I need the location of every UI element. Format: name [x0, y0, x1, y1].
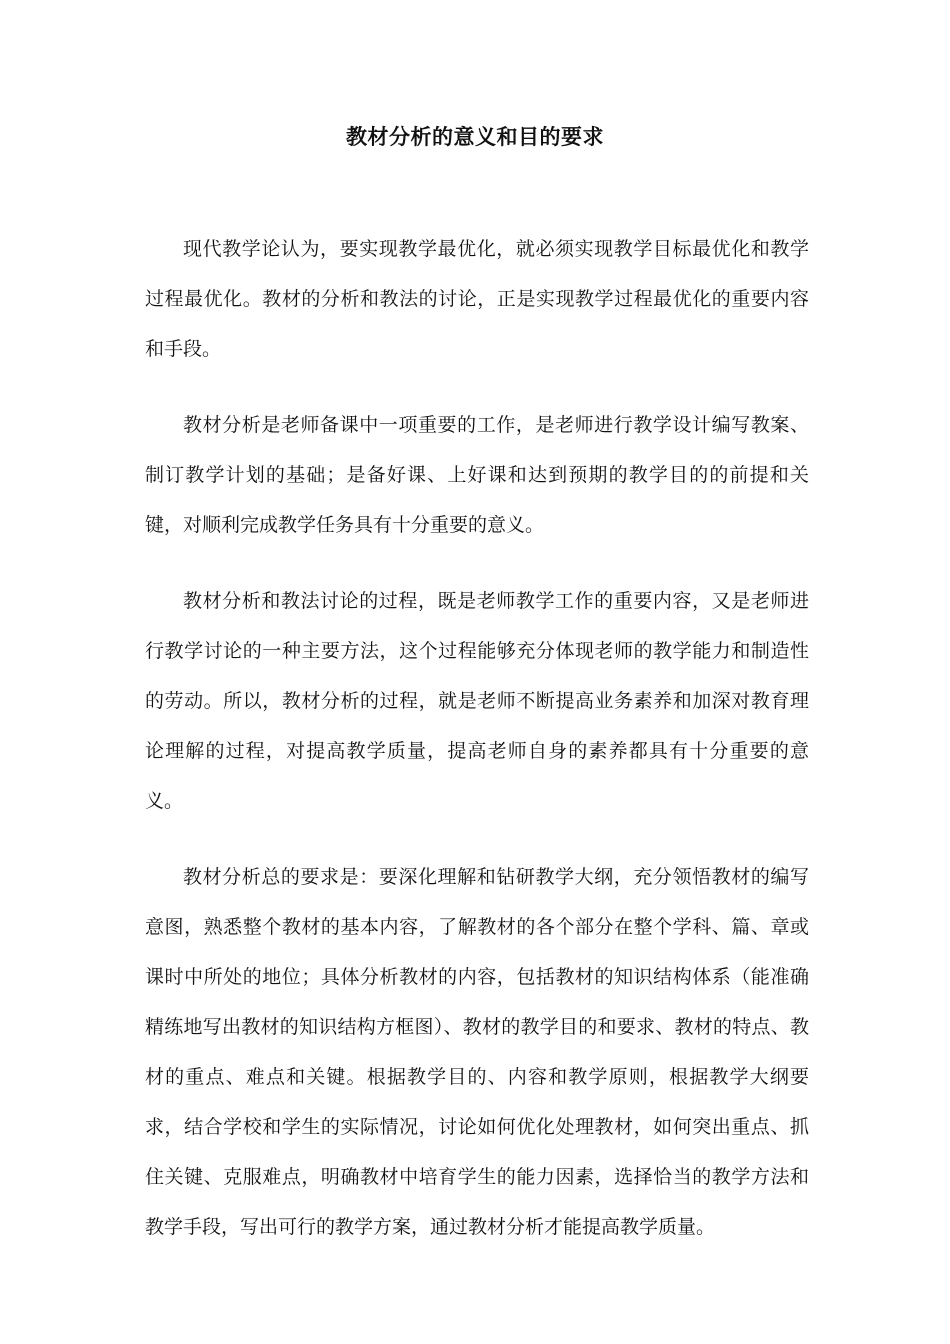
document-body	[145, 224, 809, 1278]
paragraph-2: 教材分析是老师备课中一项重要的工作，是老师进行教学设计编写教案、制订教学计划的基础；是备好课、上好课和达到预期的教学目的的前提和关键，对顺利完成教学任务具有十分重要的意义。	[145, 414, 809, 536]
paragraph-3: 教材分析和教法讨论的过程，既是老师教学工作的重要内容，又是老师进行教学讨论的一种主要方法，这个过程能够充分体现老师的教学能力和制造性的劳动。所以，教材分析的过程，就是老师不断提高业务素养和加深对教育理论理解的过程，对提高教学质量，提高老师自身的素养都具有十分重要的意义。	[145, 590, 809, 812]
document-title: 教材分析的意义和目的要求	[346, 124, 604, 149]
paragraph-4: 教材分析总的要求是：要深化理解和钻研教学大纲，充分领悟教材的编写意图，熟悉整个教材的基本内容，了解教材的各个部分在整个学科、篇、章或课时中所处的地位；具体分析教材的内容，包括教材的知识结构体系（能准确精练地写出教材的知识结构方框图）、教材的教学目的和要求、教材的特点、教材的重点、难点和关键。根据教学目的、内容和教学原则，根据教学大纲要求，结合学校和学生的实际情况，讨论如何优化处理教材，如何突出重点、抓住关键、克服难点，明确教材中培育学生的能力因素，选择恰当的教学方法和教学手段，写出可行的教学方案，通过教材分析才能提高教学质量。	[145, 866, 809, 1238]
paragraph-1: 现代教学论认为，要实现教学最优化，就必须实现教学目标最优化和教学过程最优化。教材的分析和教法的讨论，正是实现教学过程最优化的重要内容和手段。	[145, 238, 809, 360]
